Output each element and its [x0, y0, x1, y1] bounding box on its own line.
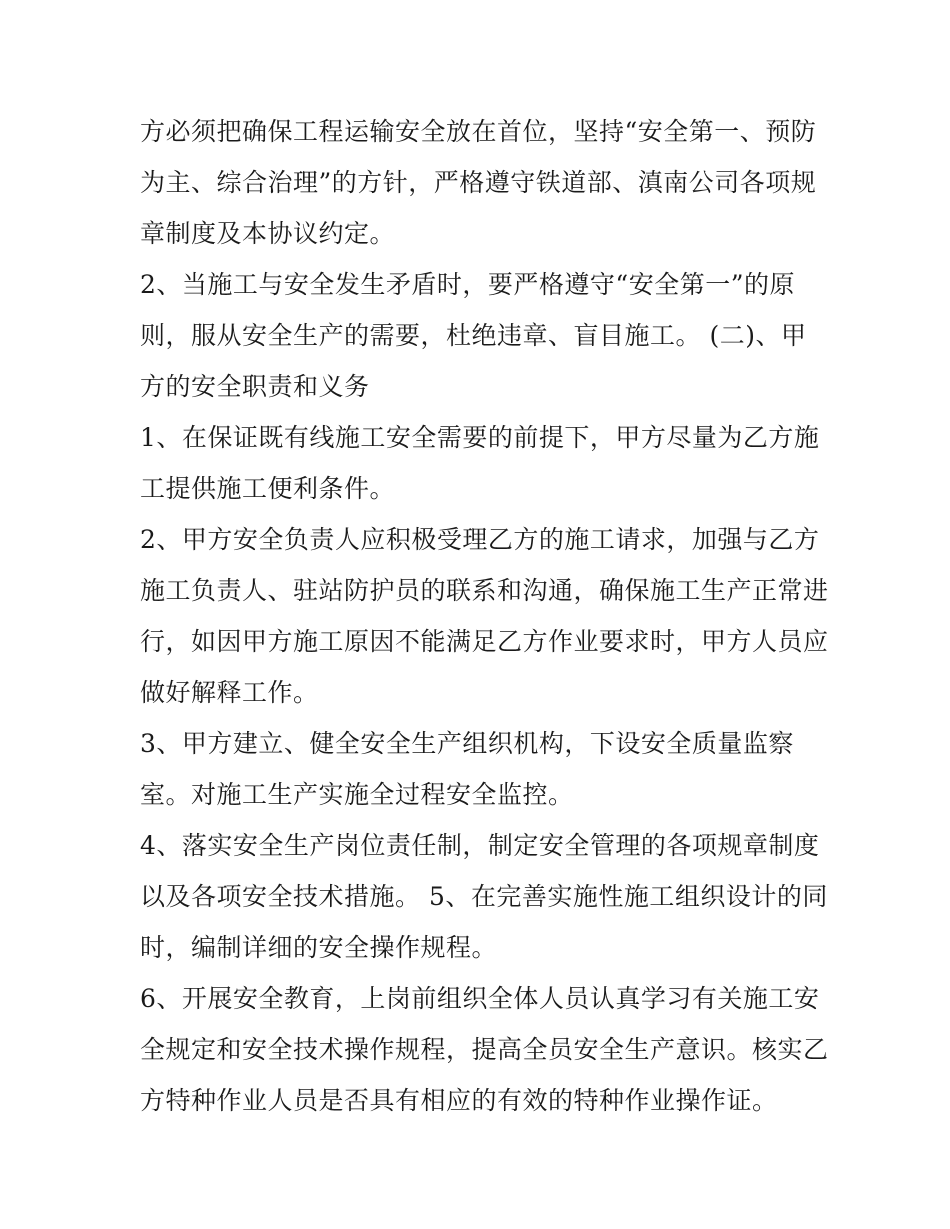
- text-line: 方特种作业人员是否具有相应的有效的特种作业操作证。: [140, 1086, 778, 1115]
- text-line: 1、在保证既有线施工安全需要的前提下，甲方尽量为乙方施: [140, 423, 820, 452]
- text-line: 2、甲方安全负责人应积极受理乙方的施工请求，加强与乙方: [140, 525, 820, 554]
- text-line: 施工负责人、驻站防护员的联系和沟通，确保施工生产正常进: [140, 576, 829, 605]
- text-line: 做好解释工作。: [140, 678, 319, 707]
- text-line: 行，如因甲方施工原因不能满足乙方作业要求时，甲方人员应: [140, 627, 829, 656]
- text-line: 方必须把确保工程运输安全放在首位，坚持“安全第一、预防: [140, 117, 817, 146]
- text-line: 以及各项安全技术措施。 5、在完善实施性施工组织设计的同: [140, 882, 828, 911]
- text-line: 2、当施工与安全发生矛盾时，要严格遵守“安全第一”的原: [140, 270, 795, 299]
- text-line: 4、落实安全生产岗位责任制，制定安全管理的各项规章制度: [140, 831, 820, 860]
- text-line: 全规定和安全技术操作规程，提高全员安全生产意识。核实乙: [140, 1035, 829, 1064]
- text-line: 3、甲方建立、健全安全生产组织机构，下设安全质量监察: [140, 729, 794, 758]
- text-line: 为主、综合治理”的方针，严格遵守铁道部、滇南公司各项规: [140, 168, 817, 197]
- text-line: 方的安全职责和义务: [140, 372, 370, 401]
- text-line: 6、开展安全教育，上岗前组织全体人员认真学习有关施工安: [140, 984, 820, 1013]
- text-line: 时，编制详细的安全操作规程。: [140, 933, 498, 962]
- text-line: 室。对施工生产实施全过程安全监控。: [140, 780, 574, 809]
- document-body: [140, 106, 830, 1126]
- text-line: 章制度及本协议约定。: [140, 219, 396, 248]
- text-line: 则，服从安全生产的需要，杜绝违章、盲目施工。 (二)、甲: [140, 321, 807, 350]
- text-line: 工提供施工便利条件。: [140, 474, 396, 503]
